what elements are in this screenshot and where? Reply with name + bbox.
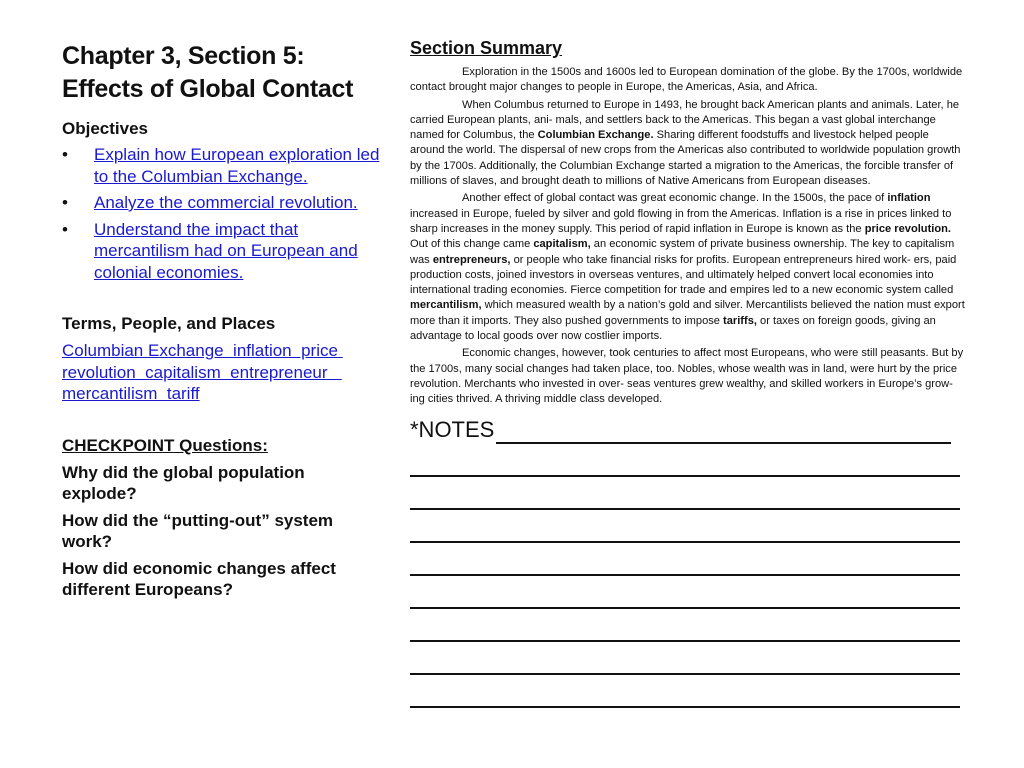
summary-paragraph-4: Economic changes, however, took centuries to affect most Europeans, who were still peasants. But by the 1700s, many social changes had taken place, too. Nobles, whose wealth was in land, were hurt by the price revolution. Merchants who invested in over- seas ventures grew wealthy, and skilled workers in Europe’s grow- ing cities thrived. A thriving middle class developed. [410,347,964,406]
bullet: • [62,219,68,239]
term-entrepreneurs: entrepreneurs, [432,253,511,266]
notes-line [410,609,960,642]
objective-item [62,219,382,284]
notes-line [410,543,960,576]
text: an economic system of private business ownership. The key to capitalism was [410,238,955,266]
term-tariffs: tariffs, [723,314,757,327]
notes-line [410,444,960,477]
notes-line [410,477,960,510]
objective-link-3[interactable]: Understand the impact that mercantilism had on European and colonial economies. [94,219,358,282]
notes-header [410,416,965,444]
term-capitalism: capitalism, [533,238,591,251]
text: Out of this change came [410,238,534,251]
checkpoint-question-3: How did economic changes affect different Europeans? [62,558,336,599]
title-line-1: Chapter 3, Section 5: [62,42,305,70]
text: When Columbus returned to Europe in 1493, he brought back American plants and animals. Later, he carried European plants, ani- mals, and settlers back to the Americas. This began a vast global interchange named for Columbus, the [410,98,960,142]
notes-line [410,642,960,675]
section-summary [410,65,965,408]
notes-area[interactable] [410,416,965,708]
objective-item [62,144,382,187]
text: or taxes on foreign goods, giving an advantage to local goods over now costlier imports. [410,314,936,343]
left-column [62,40,382,601]
checkpoint-heading: CHECKPOINT Questions: [62,435,268,455]
terms-link[interactable]: Columbian Exchange inflation price revolution capitalism entrepreneur mercantilism tariff [62,341,343,403]
term-columbian-exchange: Columbian Exchange. [537,129,654,142]
chapter-title [62,40,382,106]
objectives-heading: Objectives [62,119,148,138]
notes-line [410,675,960,708]
summary-paragraph-3 [410,191,965,344]
checkpoint-question-2: How did the “putting-out” system work? [62,510,334,551]
objectives-list [62,144,382,283]
terms-heading: Terms, People, and Places [62,314,276,333]
terms-list [62,340,382,405]
notes-line [410,510,960,543]
term-price-revolution: price revolution. [864,222,951,235]
text: which measured wealth by a nation’s gold and silver. Mercantilists believed the nation must export more than it imports. They also pushed governments to impose [410,299,965,327]
objective-link-1[interactable]: Explain how European exploration led to the Columbian Exchange. [94,145,380,186]
checkpoint-question-1: Why did the global population explode? [62,462,305,503]
notes-line [410,576,960,609]
text: increased in Europe, fueled by silver and gold flowing in from the Americas. Inflation is a rise in prices linked to sharp increases in the money supply. This period of rapid inflation in Europe is known as the [410,207,952,235]
notes-label: *NOTES [410,416,495,442]
right-column [410,38,965,708]
term-inflation: inflation [887,192,931,205]
bullet: • [62,145,68,164]
section-summary-heading: Section Summary [410,38,563,58]
notes-line [496,420,951,444]
text: Another effect of global contact was great economic change. In the 1500s, the pace of [462,192,888,205]
summary-paragraph-2 [410,98,965,190]
term-mercantilism: mercantilism, [410,299,482,312]
text: or people who take financial risks for profits. European entrepreneurs hired work- ers, paid production costs, joined investors in overseas ventures, and ultimately helped convert local economies into international trading economies. Fierce competition for trade and empires led to a new economic system called [410,253,957,297]
bullet: • [62,193,68,212]
objective-link-2[interactable]: Analyze the commercial revolution. [94,193,358,212]
text: Sharing different foodstuffs and livestock helped people around the world. The dispersal of new crops from the Americas also contributed to worldwide population growth by the 1700s. Additionally, the Columbian Exchange started a migration to the Americas, the forcible transfer of millions of slaves, and brought death to millions of Native Americans from European diseases. [410,129,961,188]
title-line-2: Effects of Global Contact [62,75,354,103]
summary-paragraph-1: Exploration in the 1500s and 1600s led to European domination of the globe. By the 1700s, worldwide contact brought major changes to people in Europe, the Americas, Asia, and Africa. [410,66,963,94]
objective-item [62,192,382,214]
